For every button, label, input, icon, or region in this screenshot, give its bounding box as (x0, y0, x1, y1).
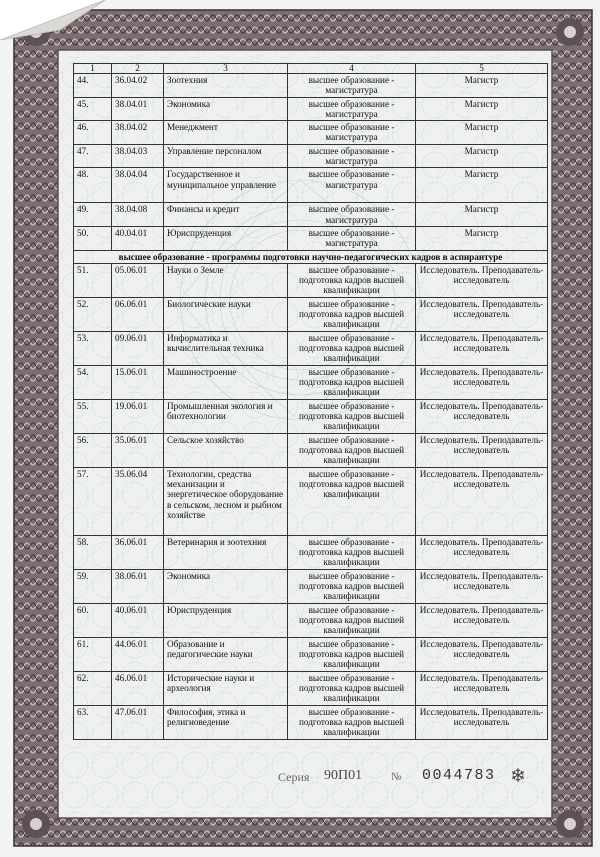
table-row (74, 671, 548, 705)
program-name: Управление персоналом (164, 144, 288, 168)
row-number: 60. (74, 603, 112, 637)
snowflake-icon: ❄ (510, 766, 526, 787)
programs-table (73, 63, 548, 740)
series-label: Серия (278, 770, 310, 784)
program-name: Машиностроение (164, 365, 288, 399)
row-number: 54. (74, 365, 112, 399)
program-name: Экономика (164, 97, 288, 121)
table-row (74, 569, 548, 603)
program-code: 38.04.03 (112, 144, 164, 168)
program-name: Финансы и кредит (164, 203, 288, 227)
qualification: Исследователь. Преподаватель-исследователь (416, 671, 548, 705)
row-number: 58. (74, 535, 112, 569)
qualification: Исследователь. Преподаватель-исследователь (416, 297, 548, 331)
education-level: высшее образование - подготовка кадров высшей квалификации (288, 467, 416, 535)
program-code: 38.06.01 (112, 569, 164, 603)
program-name: Сельское хозяйство (164, 433, 288, 467)
program-code: 15.06.01 (112, 365, 164, 399)
row-number: 44. (74, 74, 112, 98)
program-name: Науки о Земле (164, 263, 288, 297)
table-row (74, 263, 548, 297)
education-level: высшее образование - подготовка кадров высшей квалификации (288, 399, 416, 433)
row-number: 52. (74, 297, 112, 331)
qualification: Исследователь. Преподаватель-исследователь (416, 535, 548, 569)
education-level: высшее образование - подготовка кадров высшей квалификации (288, 365, 416, 399)
program-code: 09.06.01 (112, 331, 164, 365)
program-code: 36.04.02 (112, 74, 164, 98)
table-row (74, 705, 548, 739)
table-row (74, 144, 548, 168)
row-number: 51. (74, 263, 112, 297)
qualification: Исследователь. Преподаватель-исследователь (416, 569, 548, 603)
education-level: высшее образование - магистратура (288, 168, 416, 203)
row-number: 55. (74, 399, 112, 433)
program-name: Зоотехния (164, 74, 288, 98)
qualification: Магистр (416, 203, 548, 227)
program-code: 19.06.01 (112, 399, 164, 433)
row-number: 50. (74, 226, 112, 250)
program-name: Юриспруденция (164, 226, 288, 250)
row-number: 49. (74, 203, 112, 227)
program-code: 40.06.01 (112, 603, 164, 637)
education-level: высшее образование - подготовка кадров высшей квалификации (288, 705, 416, 739)
table-row (74, 203, 548, 227)
program-code: 38.04.01 (112, 97, 164, 121)
table-row (74, 121, 548, 145)
program-code: 35.06.04 (112, 467, 164, 535)
qualification: Исследователь. Преподаватель-исследователь (416, 467, 548, 535)
program-code: 06.06.01 (112, 297, 164, 331)
qualification: Исследователь. Преподаватель-исследователь (416, 399, 548, 433)
row-number: 61. (74, 637, 112, 671)
column-header: 1 (74, 64, 112, 74)
program-code: 46.06.01 (112, 671, 164, 705)
education-level: высшее образование - подготовка кадров высшей квалификации (288, 331, 416, 365)
qualification: Магистр (416, 226, 548, 250)
program-name: Исторические науки и археология (164, 671, 288, 705)
program-code: 36.06.01 (112, 535, 164, 569)
education-level: высшее образование - подготовка кадров высшей квалификации (288, 569, 416, 603)
education-level: высшее образование - подготовка кадров высшей квалификации (288, 637, 416, 671)
program-name: Ветеринария и зоотехния (164, 535, 288, 569)
qualification: Магистр (416, 97, 548, 121)
education-level: высшее образование - подготовка кадров высшей квалификации (288, 297, 416, 331)
program-code: 40.04.01 (112, 226, 164, 250)
row-number: 46. (74, 121, 112, 145)
table-row (74, 168, 548, 203)
program-name: Образование и педагогические науки (164, 637, 288, 671)
program-name: Биологические науки (164, 297, 288, 331)
table-row (74, 331, 548, 365)
row-number: 45. (74, 97, 112, 121)
program-code: 38.04.02 (112, 121, 164, 145)
table-row (74, 535, 548, 569)
series-value: 90П01 (324, 768, 363, 783)
program-code: 38.04.04 (112, 168, 164, 203)
qualification: Исследователь. Преподаватель-исследователь (416, 637, 548, 671)
education-level: высшее образование - магистратура (288, 226, 416, 250)
qualification: Исследователь. Преподаватель-исследователь (416, 263, 548, 297)
program-name: Технологии, средства механизации и энергетическое оборудование в сельском, лесном и рыбном хозяйстве (164, 467, 288, 535)
qualification: Исследователь. Преподаватель-исследователь (416, 603, 548, 637)
program-name: Информатика и вычислительная техника (164, 331, 288, 365)
program-code: 38.04.08 (112, 203, 164, 227)
row-number: 59. (74, 569, 112, 603)
program-code: 44.06.01 (112, 637, 164, 671)
education-level: высшее образование - подготовка кадров высшей квалификации (288, 603, 416, 637)
education-level: высшее образование - подготовка кадров высшей квалификации (288, 535, 416, 569)
number-label: № (391, 771, 402, 783)
table-row (74, 603, 548, 637)
program-code: 47.06.01 (112, 705, 164, 739)
program-name: Экономика (164, 569, 288, 603)
row-number: 56. (74, 433, 112, 467)
program-name: Философия, этика и религиоведение (164, 705, 288, 739)
qualification: Магистр (416, 121, 548, 145)
qualification: Исследователь. Преподаватель-исследователь (416, 331, 548, 365)
education-level: высшее образование - магистратура (288, 203, 416, 227)
section-row (74, 250, 548, 263)
row-number: 62. (74, 671, 112, 705)
row-number: 47. (74, 144, 112, 168)
education-level: высшее образование - магистратура (288, 97, 416, 121)
table-row (74, 467, 548, 535)
column-header: 2 (112, 64, 164, 74)
column-header: 4 (288, 64, 416, 74)
table-row (74, 399, 548, 433)
row-number: 57. (74, 467, 112, 535)
table-header-row (74, 64, 548, 74)
row-number: 63. (74, 705, 112, 739)
table-row (74, 433, 548, 467)
qualification: Магистр (416, 74, 548, 98)
row-number: 53. (74, 331, 112, 365)
table-row (74, 74, 548, 98)
table-row (74, 226, 548, 250)
qualification: Магистр (416, 144, 548, 168)
education-level: высшее образование - подготовка кадров высшей квалификации (288, 263, 416, 297)
education-level: высшее образование - магистратура (288, 144, 416, 168)
education-level: высшее образование - магистратура (288, 74, 416, 98)
row-number: 48. (74, 168, 112, 203)
document-footer (0, 767, 600, 787)
program-code: 35.06.01 (112, 433, 164, 467)
column-header: 5 (416, 64, 548, 74)
number-value: 0044783 (422, 767, 496, 784)
qualification: Исследователь. Преподаватель-исследователь (416, 433, 548, 467)
table-row (74, 637, 548, 671)
table-row (74, 365, 548, 399)
qualification: Исследователь. Преподаватель-исследователь (416, 705, 548, 739)
table-row (74, 97, 548, 121)
section-title: высшее образование - программы подготовки научно-педагогических кадров в аспирантуре (74, 250, 548, 263)
qualification: Магистр (416, 168, 548, 203)
program-name: Промышленная экология и биотехнологии (164, 399, 288, 433)
qualification: Исследователь. Преподаватель-исследователь (416, 365, 548, 399)
program-name: Менеджмент (164, 121, 288, 145)
education-level: высшее образование - подготовка кадров высшей квалификации (288, 671, 416, 705)
table-row (74, 297, 548, 331)
program-code: 05.06.01 (112, 263, 164, 297)
program-name: Государственное и муниципальное управление (164, 168, 288, 203)
column-header: 3 (164, 64, 288, 74)
program-name: Юриспруденция (164, 603, 288, 637)
education-level: высшее образование - подготовка кадров высшей квалификации (288, 433, 416, 467)
education-level: высшее образование - магистратура (288, 121, 416, 145)
